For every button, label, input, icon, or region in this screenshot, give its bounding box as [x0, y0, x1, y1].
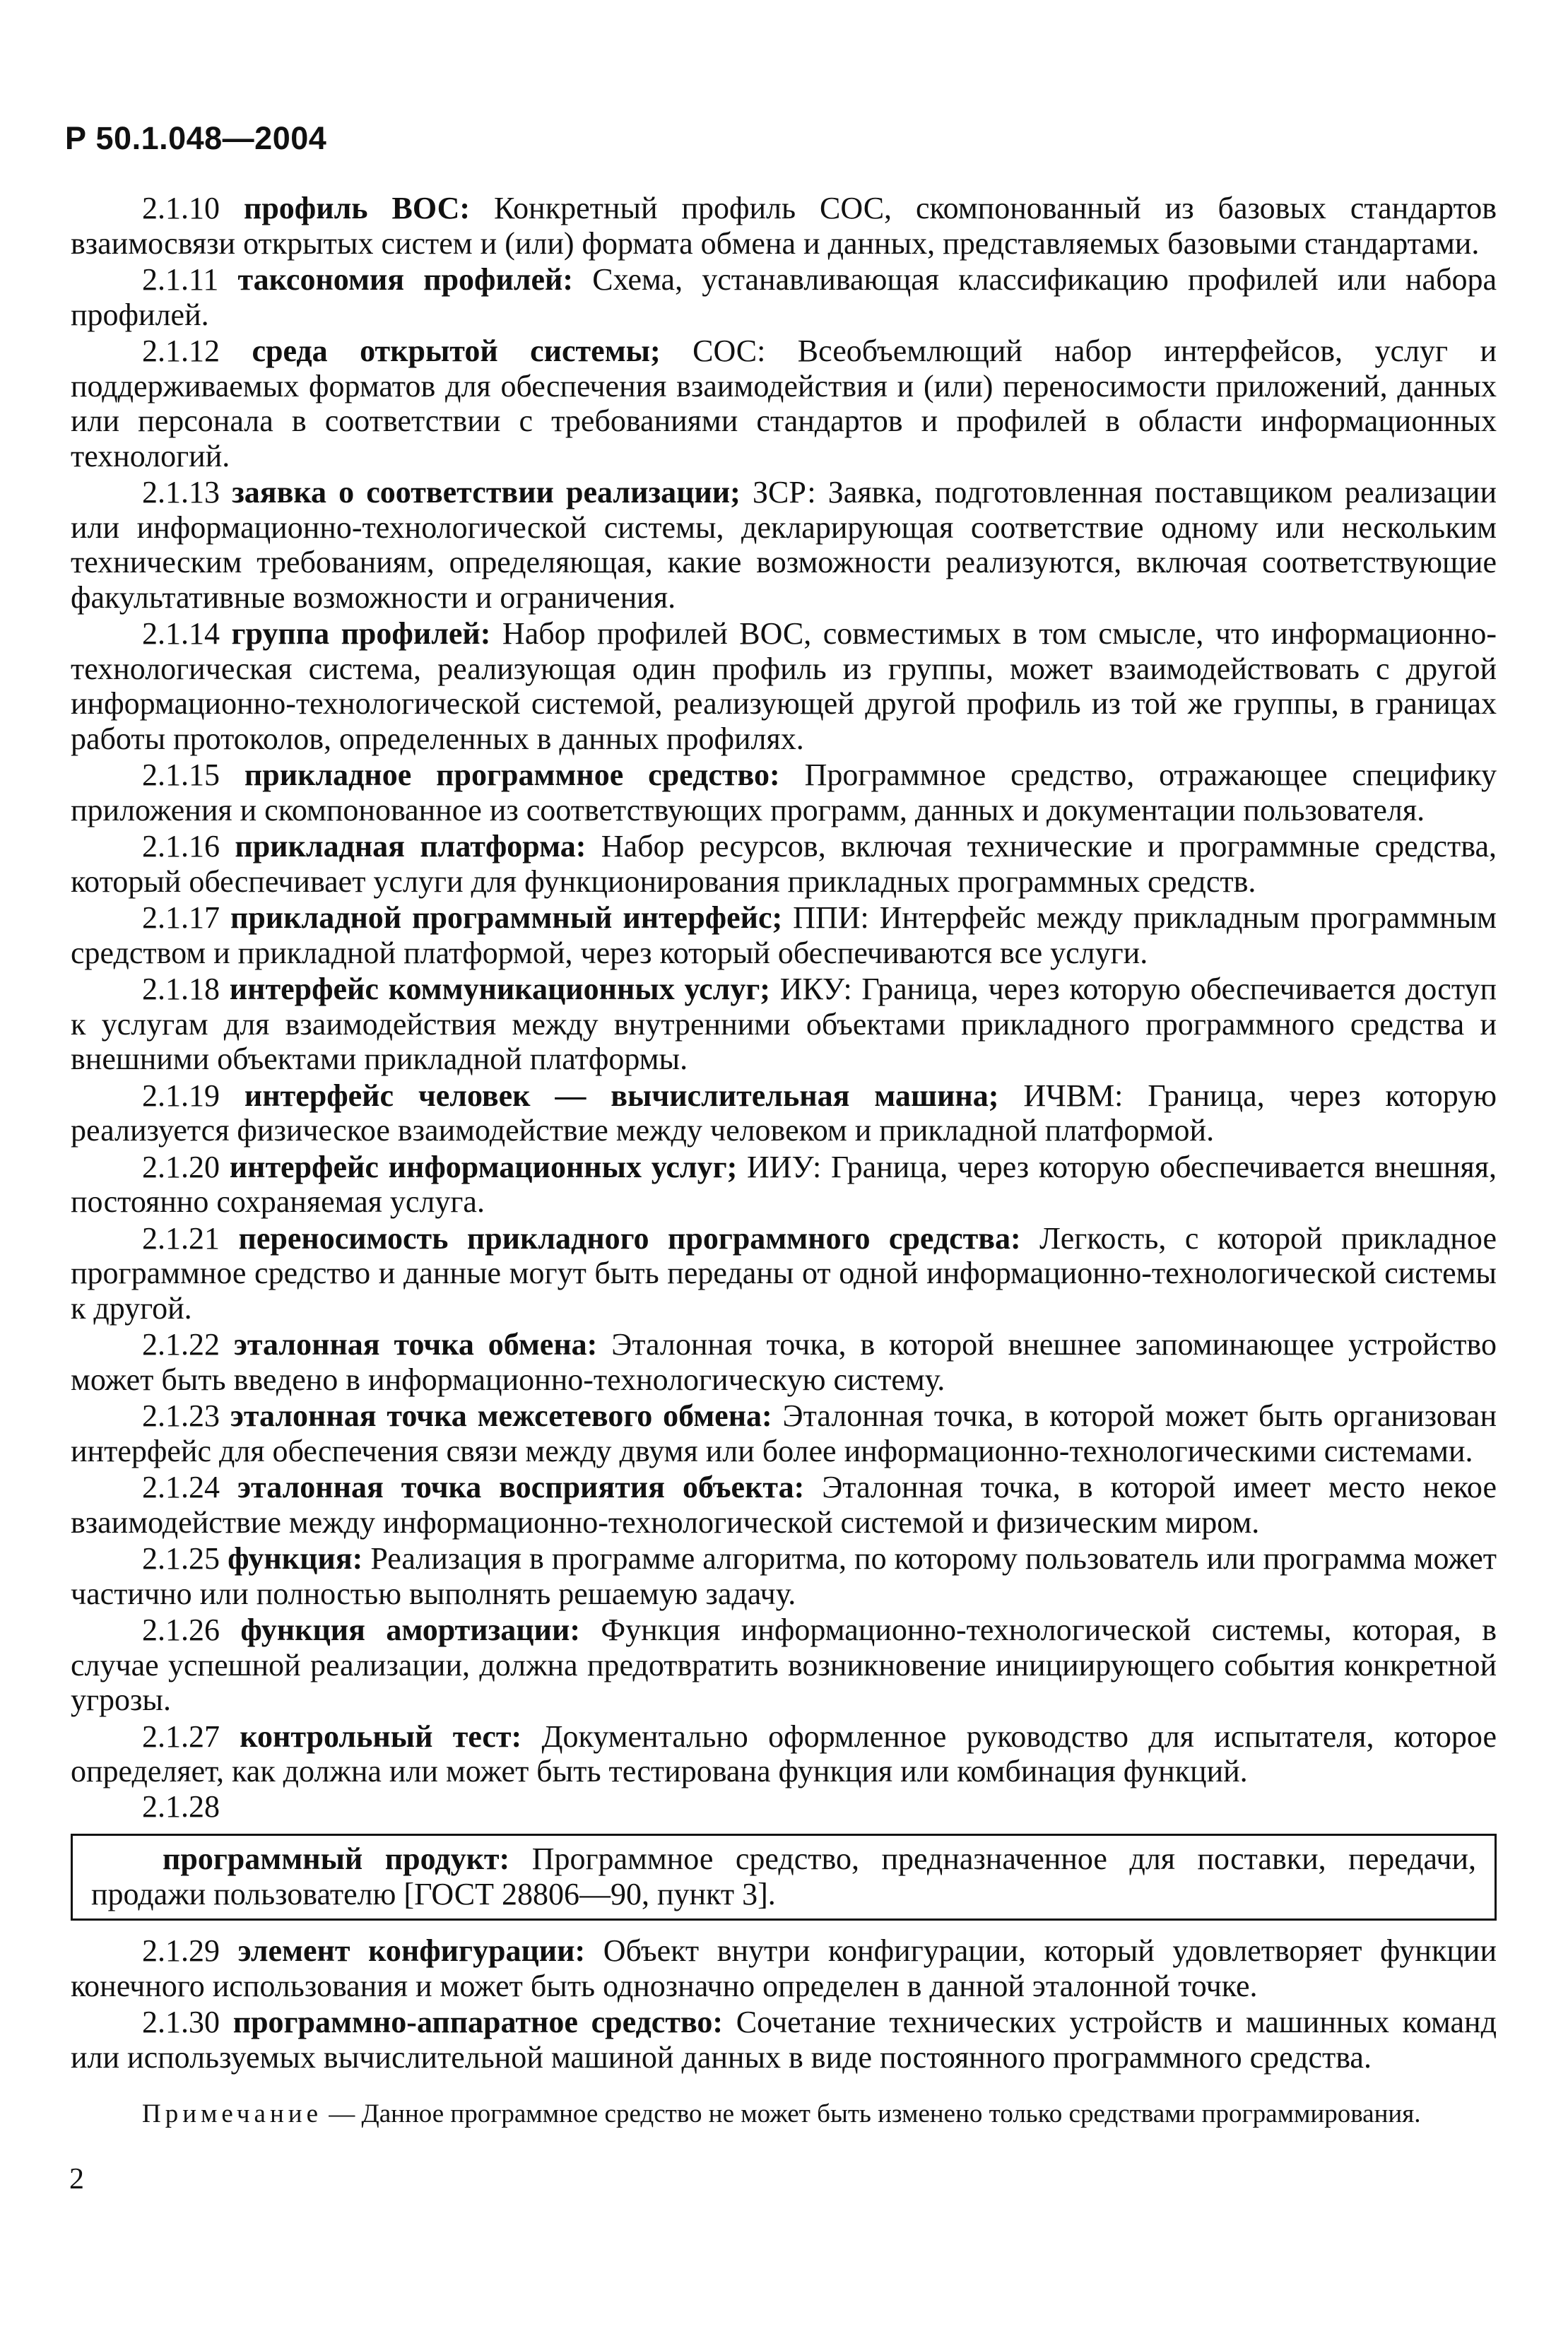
definition-number: 2.1.23	[142, 1398, 220, 1433]
definition-text: Схема, устанавливающая классификацию профилей или набора профилей.	[71, 262, 1497, 332]
note	[71, 2099, 1497, 2130]
definition-number: 2.1.18	[142, 972, 220, 1006]
definition-text: Функция информационно-технологической системы, которая, в случае успешной реализации, должна предотвратить возникновение инициирующего события конкретной угрозы.	[71, 1613, 1497, 1717]
definition-term: программно-аппаратное средство:	[232, 2005, 724, 2039]
page-number: 2	[69, 2163, 84, 2196]
definition-term: заявка о соответствии реализации;	[232, 475, 741, 509]
definition-number: 2.1.10	[142, 191, 220, 225]
definition-entry	[71, 1150, 1497, 1220]
definition-text: Эталонная точка, в которой имеет место некое взаимодействие между информационно-технологической системой и физическим миром.	[71, 1470, 1497, 1540]
definition-term: группа профилей:	[231, 616, 491, 651]
definition-term: прикладное программное средство:	[244, 758, 780, 792]
definition-entry	[71, 2005, 1497, 2075]
definition-term: интерфейс коммуникационных услуг;	[229, 972, 770, 1006]
definition-term: профиль ВОС:	[243, 191, 471, 225]
definition-number: 2.1.24	[142, 1470, 220, 1504]
definition-text: Реализация в программе алгоритма, по которому пользователь или программа может частично или полностью выполнять решаемую задачу.	[71, 1541, 1497, 1611]
definition-text: ИИУ: Граница, через которую обеспечивается внешняя, постоянно сохраняемая услуга.	[71, 1149, 1497, 1219]
boxed-definition-body: Программное средство, предназначенное для поставки, передачи, продажи пользователю [ГОСТ 28806—90, пункт 3].	[91, 1841, 1477, 1911]
definition-text: Легкость, с которой прикладное программное средство и данные могут быть переданы от одной информационно-технологической системы к другой.	[71, 1220, 1497, 1326]
definition-text: Программное средство, отражающее специфику приложения и скомпонованное из соответствующих программ, данных и документации пользователя.	[71, 758, 1497, 827]
definition-entry	[71, 616, 1497, 756]
definition-text: Эталонная точка, в которой внешнее запоминающее устройство может быть введено в информационно-технологическую систему.	[71, 1327, 1497, 1397]
definition-number: 2.1.20	[142, 1149, 220, 1184]
definition-text: Документально оформленное руководство для испытателя, которое определяет, как должна или может быть тестирована функция или комбинация функций.	[71, 1719, 1497, 1788]
definition-number: 2.1.19	[142, 1078, 220, 1113]
definition-entry	[71, 972, 1497, 1077]
definition-term: таксономия профилей:	[237, 262, 574, 297]
document-code-header: Р 50.1.048—2004	[65, 120, 327, 156]
definition-entry	[71, 1719, 1497, 1789]
definitions-list-b	[71, 1933, 1497, 2075]
definition-text: ИЧВМ: Граница, через которую реализуется физическое взаимодействие между человеком и прикладной платформой.	[71, 1078, 1497, 1148]
definition-entry	[71, 758, 1497, 827]
definition-number: 2.1.12	[142, 334, 220, 368]
definition-text: Эталонная точка, в которой может быть организован интерфейс для обеспечения связи между двумя или более информационно-технологическими системами.	[71, 1398, 1497, 1468]
definition-number: 2.1.25	[142, 1541, 220, 1576]
definition-text: Набор ресурсов, включая технические и программные средства, который обеспечивает услуги для функционирования прикладных программных средств.	[71, 829, 1497, 899]
definition-term: контрольный тест:	[240, 1719, 522, 1754]
definition-term: прикладная платформа:	[235, 829, 586, 864]
definition-entry	[71, 1933, 1497, 2003]
definition-number: 2.1.22	[142, 1327, 220, 1362]
definition-number: 2.1.15	[142, 758, 220, 792]
definition-term: эталонная точка межсетевого обмена:	[230, 1398, 772, 1433]
definition-term: эталонная точка восприятия объекта:	[237, 1470, 805, 1504]
definition-term: среда открытой системы;	[252, 334, 661, 368]
boxed-definition	[71, 1834, 1497, 1921]
definition-number: 2.1.21	[142, 1220, 220, 1256]
definition-term: элемент конфигурации:	[237, 1933, 586, 1968]
definition-text: СОС: Всеобъемлющий набор интерфейсов, услуг и поддерживаемых форматов для обеспечения взаимодействия и (или) переносимости приложений, данных или персонала в соответствии с требованиями стандартов и профилей в области информационных технологий.	[71, 334, 1497, 473]
definition-entry	[71, 262, 1497, 332]
definition-number: 2.1.11	[142, 262, 219, 297]
definition-entry	[71, 1541, 1497, 1611]
definition-term: эталонная точка обмена:	[233, 1327, 598, 1362]
definition-text: ППИ: Интерфейс между прикладным программным средством и прикладной платформой, через который обеспечиваются все услуги.	[71, 900, 1497, 970]
definition-number: 2.1.13	[142, 475, 220, 509]
definition-entry	[71, 1327, 1497, 1397]
boxed-definition-term: программный продукт:	[163, 1841, 510, 1876]
definition-term: интерфейс информационных услуг;	[229, 1149, 738, 1184]
definition-number: 2.1.27	[142, 1719, 220, 1754]
note-label: Примечание	[142, 2099, 322, 2128]
definition-number: 2.1.26	[142, 1613, 220, 1647]
definition-number: 2.1.29	[142, 1933, 220, 1968]
definition-number: 2.1.30	[142, 2005, 220, 2039]
definition-term: переносимость прикладного программного средства:	[238, 1220, 1021, 1256]
definition-text: Конкретный профиль СОС, скомпонованный из базовых стандартов взаимосвязи открытых систем и (или) формата обмена и данных, представляемых базовыми стандартами.	[71, 191, 1497, 261]
definition-entry	[71, 1078, 1497, 1148]
definition-text: Сочетание технических устройств и машинных команд или используемых вычислительной машиной данных в виде постоянного программного средства.	[71, 2005, 1497, 2075]
definition-entry	[71, 334, 1497, 473]
definition-text: ИКУ: Граница, через которую обеспечивается доступ к услугам для взаимодействия между внутренними объектами прикладного программного средства и внешними объектами прикладной платформы.	[71, 972, 1497, 1076]
definition-term: функция:	[228, 1541, 363, 1576]
definition-entry	[71, 1398, 1497, 1468]
definition-text: Набор профилей ВОС, совместимых в том смысле, что информационно-технологическая система, реализующая один профиль из группы, может взаимодействовать с другой информационно-технологической системой, реализующей другой профиль из той же группы, в границах работы протоколов, определенных в данных профилях.	[71, 616, 1497, 756]
note-text: — Данное программное средство не может быть изменено только средствами программирования.	[322, 2099, 1421, 2128]
definition-number-boxed: 2.1.28	[142, 1788, 220, 1824]
definitions-body	[71, 191, 1497, 2130]
definition-number: 2.1.14	[142, 616, 220, 651]
definition-entry	[71, 829, 1497, 899]
definition-term: функция амортизации:	[240, 1613, 580, 1647]
definition-term: прикладной программный интерфейс;	[230, 900, 783, 935]
definitions-list-a	[71, 191, 1497, 1789]
definition-entry	[71, 900, 1497, 970]
definition-number: 2.1.17	[142, 900, 220, 935]
definition-entry	[71, 1221, 1497, 1326]
definition-number: 2.1.16	[142, 829, 220, 864]
definition-term: интерфейс человек — вычислительная машина;	[244, 1078, 999, 1113]
definition-entry	[71, 475, 1497, 615]
definition-text: Объект внутри конфигурации, который удовлетворяет функции конечного использования и может быть однозначно определен в данной эталонной точке.	[71, 1933, 1497, 2003]
definition-entry	[71, 1613, 1497, 1718]
definition-entry	[71, 1470, 1497, 1540]
definition-entry	[71, 191, 1497, 261]
boxed-definition-text	[91, 1841, 1476, 1911]
definition-text: ЗСР: Заявка, подготовленная поставщиком реализации или информационно-технологической системы, декларирующая соответствие одному или нескольким техническим требованиям, определяющая, какие возможности реализуются, включая соответствующие факультативные возможности и ограничения.	[71, 475, 1497, 615]
